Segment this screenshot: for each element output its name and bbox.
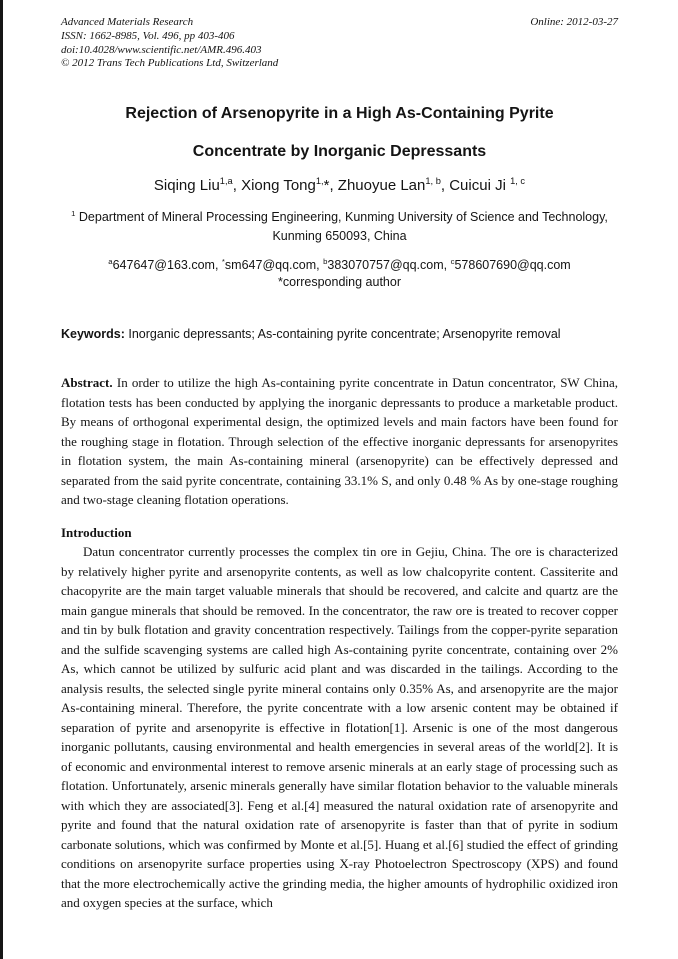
journal-copyright: © 2012 Trans Tech Publications Ltd, Switzerland [61,57,279,70]
journal-doi: doi:10.4028/www.scientific.net/AMR.496.403 [61,43,262,56]
abstract-paragraph [61,373,618,510]
keywords-line [61,326,618,344]
journal-name: Advanced Materials Research [61,16,194,28]
keywords-label: Keywords: [61,326,125,341]
journal-issn: ISSN: 1662-8985, Vol. 496, pp 403-406 [61,29,235,42]
section-heading-introduction: Introduction [61,524,132,540]
author-emails: $^a$647647@163.com, *sm647@qq.com, $^b$383070757@qq.com, $^c$578607690@qq.com [108,256,571,272]
journal-header [61,16,618,71]
corresponding-author-note: *corresponding author [278,275,401,290]
paper-title [61,95,618,171]
paper-title-line-2: Concentrate by Inorganic Depressants [192,143,487,160]
affiliation: $^1$ Department of Mineral Processing Engineering, Kunming University of Science and Technology, Kunming 650093, China [71,208,608,244]
paper-title-line-1: Rejection of Arsenopyrite in a High As-Containing Pyrite [125,105,554,122]
authors-line: Siqing Liu$^{1,a}$, Xiong Tong$^{1,}$*, Zhuoyue Lan$^{1, b}$, Cuicui Ji $^{1, c}$ [153,176,526,194]
journal-info-block [61,16,278,71]
abstract-text: In order to utilize the high As-containing pyrite concentrate in Datun concentrator, SW China, flotation tests has been conducted by applying the inorganic depressants to produce a marketable product. By means of orthogonal experimental design, the optimized levels and main factors have been found for the roughing stage in flotation. Through selection of the effective inorganic depressants for arsenopyrites in flotation system, the main As-containing mineral (arsenopyrite) can be effectively depressed and separated from the said pyrite concentrate, containing 33.1% S, and only 0.48 % As by one-stage roughing and two-stage cleaning flotation operations. [61,375,618,508]
keywords-text: Inorganic depressants; As-containing pyrite concentrate; Arsenopyrite removal [124,326,561,341]
online-date: Online: 2012-03-27 [530,16,618,28]
introduction-paragraph: Datun concentrator currently processes the complex tin ore in Gejiu, China. The ore is characterized by relatively higher pyrite and arsenopyrite contents, as well as low chalcopyrite content. Cassiterite and chacopyrite are the main target valuable minerals that should be recovered, and calcite and quartz are the main gangue minerals that should be removed. In the concentrator, the raw ore is treated to recover copper and tin by bulk flotation and gravity concentration respectively. Tailings from the copper-pyrite separation and the sulfide scavenging systems are called high As-containing pyrite concentrate, containing over 2% As, which cannot be utilized by sulfuric acid plant and was discarded in the tailings. According to the analysis results, the selected single pyrite mineral contains only 0.35% As, and arsenopyrite are the major As-containing mineral. Therefore, the pyrite concentrate with a low arsenic content may be obtained if separation of pyrite and arsenopyrite is effective in flotation[1]. Arsenic is one of the most dangerous inorganic pollutants, causing environmental and health emergencies in several areas of the world[2]. It is of economic and environmental interest to remove arsenic minerals at an early stage of processing such as flotation. Unfortunately, arsenic minerals generally have similar flotation behavior to the valuable minerals with which they are associated[3]. Feng et al.[4] measured the natural oxidation rate of arsenopyrite and pyrite and found that the natural oxidation rate of arsenopyrite is faster than that of pyrite in sodium carbonate solutions, which was confirmed by Monte et al.[5]. Huang et al.[6] studied the effect of grinding conditions on arsenopyrite surface properties using X-ray Photoelectron Spectroscopy (XPS) and found that the more electrochemically active the grinding media, the higher amounts of hydrophilic oxidized iron and oxygen species at the surface, which [61,544,618,911]
abstract-label: Abstract. [61,375,113,391]
